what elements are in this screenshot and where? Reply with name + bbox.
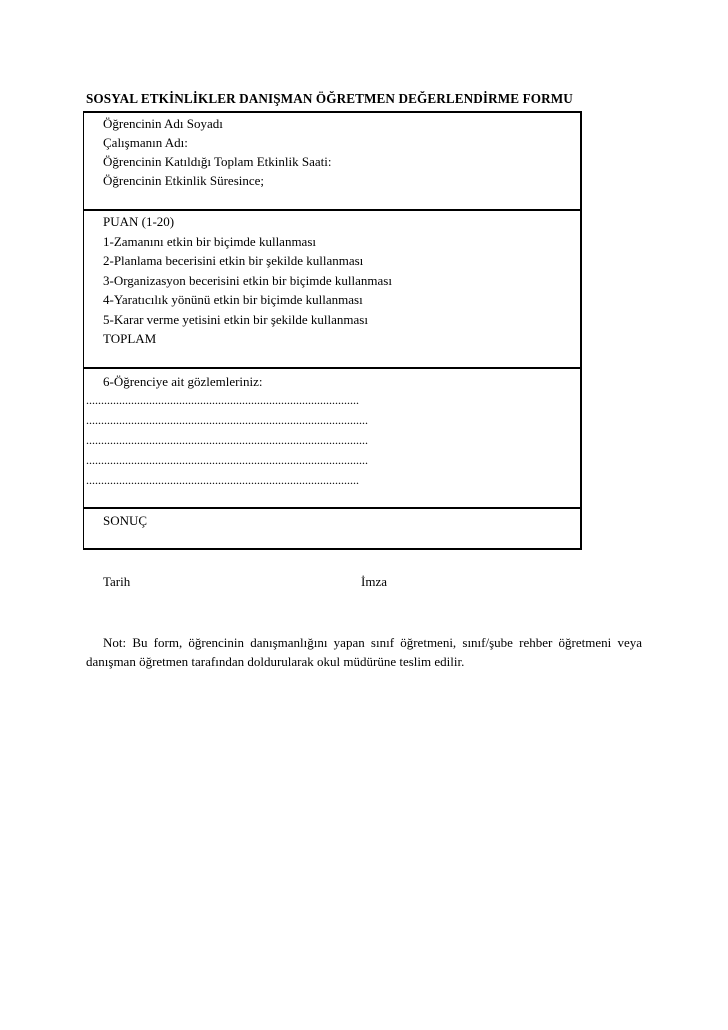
score-item: 1-Zamanını etkin bir biçimde kullanması xyxy=(103,234,317,249)
dotted-line: .............................................................................................. xyxy=(86,433,368,447)
score-header: PUAN (1-20) xyxy=(103,214,175,229)
work-name-label: Çalışmanın Adı: xyxy=(103,135,188,150)
footnote: Not: Bu form, öğrencinin danışmanlığını yapan sınıf öğretmeni, sınıf/şube rehber öğretmeni veya danışman öğretmen tarafından doldurularak okul müdürüne teslim edilir. xyxy=(86,635,642,669)
dotted-line: ........................................................................................... xyxy=(86,393,359,407)
score-item: 3-Organizasyon becerisini etkin bir biçimde kullanması xyxy=(103,273,392,288)
score-item: 5-Karar verme yetisini etkin bir şekilde kullanması xyxy=(103,312,368,327)
result-label: SONUÇ xyxy=(103,513,148,528)
score-item: 2-Planlama becerisini etkin bir şekilde kullanması xyxy=(103,253,364,268)
observation-label: 6-Öğrenciye ait gözlemleriniz: xyxy=(103,374,263,389)
section-divider xyxy=(83,367,582,369)
dotted-line: .............................................................................................. xyxy=(86,453,368,467)
section-divider xyxy=(83,507,582,509)
date-label: Tarih xyxy=(103,574,131,589)
form-title: SOSYAL ETKİNLİKLER DANIŞMAN ÖĞRETMEN DEĞERLENDİRME FORMU xyxy=(86,91,573,106)
score-item: 4-Yaratıcılık yönünü etkin bir biçimde kullanması xyxy=(103,292,363,307)
signature-label: İmza xyxy=(361,574,387,589)
dotted-line: ........................................................................................... xyxy=(86,473,359,487)
activity-hours-label: Öğrencinin Katıldığı Toplam Etkinlik Saati: xyxy=(103,154,332,169)
total-label: TOPLAM xyxy=(103,331,157,346)
section-divider xyxy=(83,209,582,211)
dotted-line: .............................................................................................. xyxy=(86,413,368,427)
student-name-label: Öğrencinin Adı Soyadı xyxy=(103,116,223,131)
activity-duration-label: Öğrencinin Etkinlik Süresince; xyxy=(103,173,265,188)
